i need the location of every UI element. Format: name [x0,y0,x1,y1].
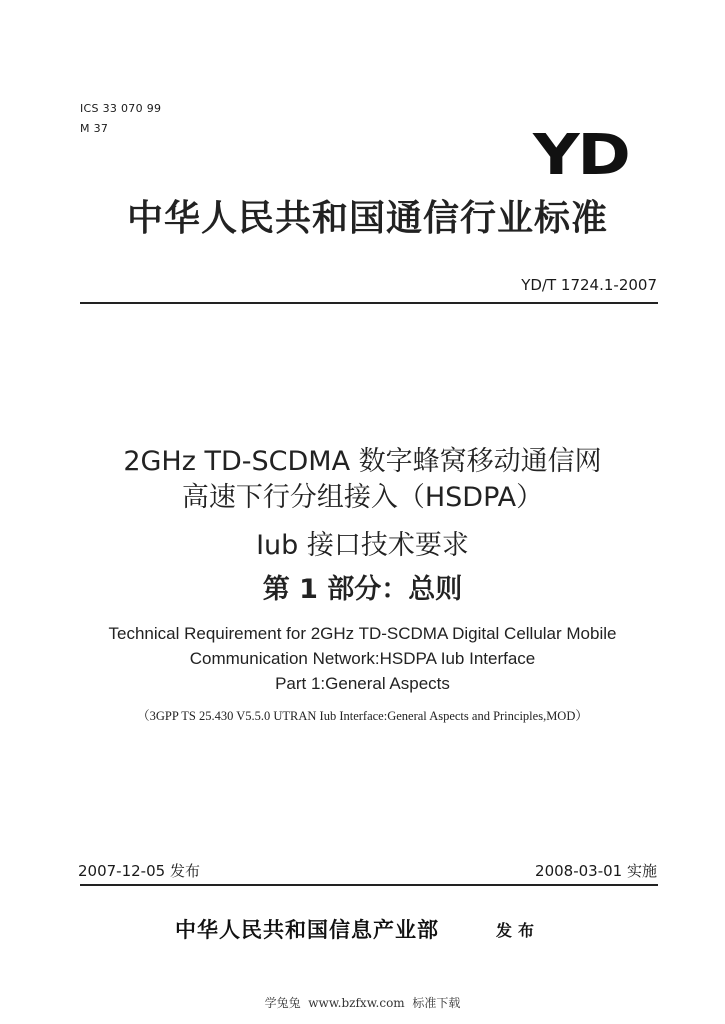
yd-logo: YD [533,123,629,188]
bottom-divider [80,884,658,886]
watermark-text: 学兔兔 www.bzfxw.com 标准下载 [264,996,461,1010]
organization-title: 中华人民共和国通信行业标准 [126,198,608,239]
en-title-line-1: Technical Requirement for 2GHz TD-SCDMA Digital Cellular Mobile [108,624,617,643]
classification-code: M 37 [80,122,109,135]
cn-title-line-4: 第 1 部分：总则 [262,574,463,605]
ics-code: ICS 33 070 99 [80,102,162,115]
standard-number: YD/T 1724.1-2007 [521,276,657,294]
implementation-date: 2008-03-01 实施 [535,862,657,880]
issue-date: 2007-12-05 发布 [78,862,200,880]
publish-label: 发布 [496,921,541,940]
en-title-line-3: Part 1:General Aspects [275,674,450,693]
cn-title-line-3: Iub 接口技术要求 [256,530,469,561]
publisher-name: 中华人民共和国信息产业部 [175,917,439,942]
en-title-line-2: Communication Network:HSDPA Iub Interface [189,649,536,668]
cn-title-line-2: 高速下行分组接入（HSDPA） [181,482,544,513]
cn-title-line-1: 2GHz TD-SCDMA 数字蜂窝移动通信网 [123,446,602,477]
reference-line: （3GPP TS 25.430 V5.5.0 UTRAN Iub Interface:General Aspects and Principles,MOD） [137,709,588,723]
top-divider [80,302,658,304]
